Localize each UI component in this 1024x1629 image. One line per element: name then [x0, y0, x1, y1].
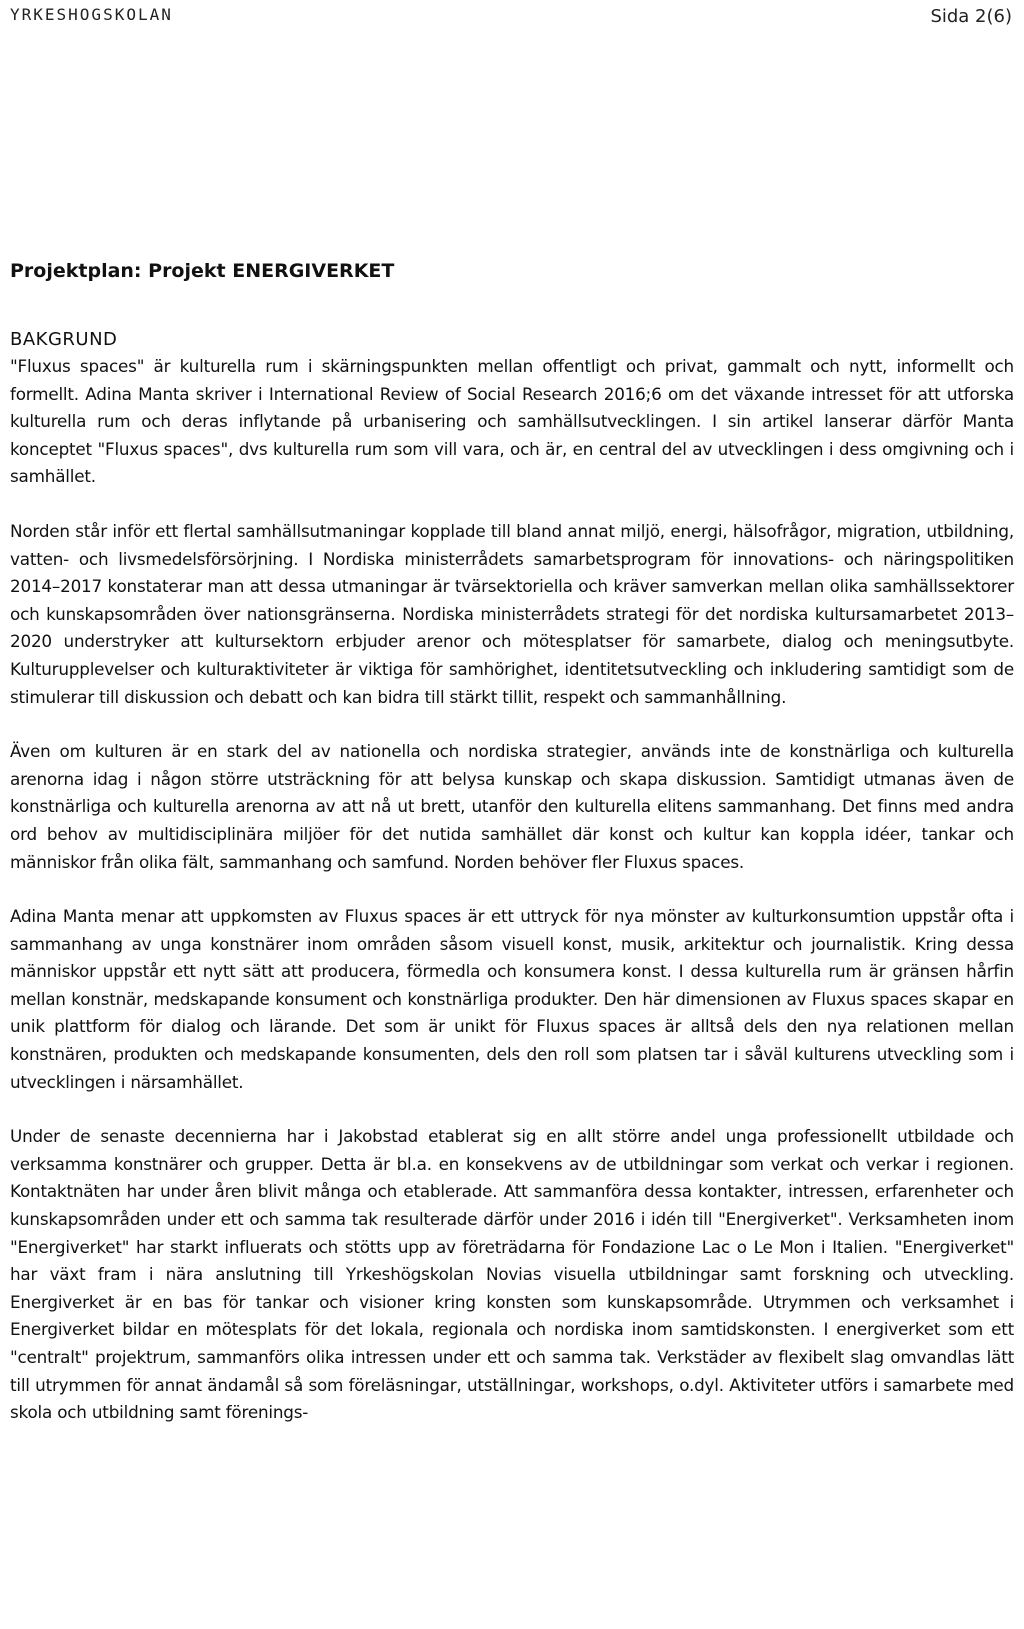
paragraph-culture-strategies: Även om kulturen är en stark del av nationella och nordiska strategier, används inte de konstnärliga och kulturella arenorna idag i någon större utsträckning för att belysa kunskap och skapa diskussion. Samtidigt utmanas även de konstnärliga och kulturella arenorna av att nå ut brett, utanför den kulturella elitens sammanhang. Det finns med andra ord behov av multidisciplinära miljöer för det nutida samhället där konst och kultur kan koppla idéer, tankar och människor från olika fält, sammanhang och samfund. Norden behöver fler Fluxus spaces.	[10, 741, 1014, 872]
document-body	[10, 258, 1014, 1427]
paragraph-fluxus-spaces: "Fluxus spaces" är kulturella rum i skärningspunkten mellan offentligt och privat, gammalt och nytt, informellt och formellt. Adina Manta skriver i International Review of Social Research 2016;6 om det växande intresset för att utforska kulturella rum och deras inflytande på urbanisering och samhällsutvecklingen. I sin artikel lanserar därför Manta konceptet "Fluxus spaces", dvs kulturella rum som vill vara, och är, en central del av utvecklingen i dess omgivning och i samhället.	[10, 356, 1014, 487]
page-number: Sida 2(6)	[930, 6, 1012, 27]
header-organization: YRKESHOGSKOLAN	[10, 5, 173, 24]
paragraph-jakobstad-energiverket: Under de senaste decennierna har i Jakobstad etablerat sig en allt större andel unga professionellt utbildade och verksamma konstnärer och grupper. Detta är bl.a. en konsekvens av de utbildningar som verkat och verkar i regionen. Kontaktnäten har under åren blivit många och etablerade. Att sammanföra dessa kontakter, intressen, erfarenheter och kunskapsområden under ett och samma tak resulterade därför under 2016 i idén till "Energiverket". Verksamheten inom "Energiverket" har starkt influerats och stötts upp av företrädarna för Fondazione Lac o Le Mon i Italien. "Energiverket" har växt fram i nära anslutning till Yrkeshögskolan Novias visuella utbildningar samt forskning och utveckling. Energiverket är en bas för tankar och visioner kring konsten som kunskapsområde. Utrymmen och verksamhet i Energiverket bildar en mötesplats för det lokala, regionala och nordiska inom samtidskonsten. I energiverket som ett "centralt" projektrum, sammanförs olika intressen under ett och samma tak. Verkstäder av flexibelt slag omvandlas lätt till utrymmen för annat ändamål så som föreläsningar, utställningar, workshops, o.dyl. Aktiviteter utförs i samarbete med skola och utbildning samt förenings-	[10, 1126, 1014, 1423]
section-heading-background: BAKGRUND	[10, 329, 118, 350]
paragraph-manta-consumption: Adina Manta menar att uppkomsten av Fluxus spaces är ett uttryck för nya mönster av kulturkonsumtion uppstår ofta i sammanhang av unga konstnärer inom områden såsom visuell konst, musik, arkitektur och journalistik. Kring dessa människor uppstår ett nytt sätt att producera, förmedla och konsumera konst. I dessa kulturella rum är gränsen hårfin mellan konstnär, medskapande konsument och konstnärliga produkter. Den här dimensionen av Fluxus spaces skapar en unik plattform för dialog och lärande. Det som är unikt för Fluxus spaces är alltså dels den nya relationen mellan konstnären, produkten och medskapande konsumenten, dels den roll som platsen tar i såväl kulturens utveckling som i utvecklingen i närsamhället.	[10, 906, 1014, 1092]
document-title: Projektplan: Projekt ENERGIVERKET	[10, 260, 395, 282]
paragraph-nordic-challenges: Norden står inför ett flertal samhällsutmaningar kopplade till bland annat miljö, energi, hälsofrågor, migration, utbildning, vatten- och livsmedelsförsörjning. I Nordiska ministerrådets samarbetsprogram för innovations- och näringspolitiken 2014–2017 konstaterar man att dessa utmaningar är tvärsektoriella och kräver samverkan mellan olika samhällssektorer och kunskapsområden över nationsgränserna. Nordiska ministerrådets strategi för det nordiska kultursamarbetet 2013–2020 understryker att kultursektorn erbjuder arenor och mötesplatser för samarbete, dialog och meningsutbyte. Kulturupplevelser och kulturaktiviteter är viktiga för samhörighet, identitetsutveckling och inkludering samtidigt som de stimulerar till diskussion och debatt och kan bidra till stärkt tillit, respekt och sammanhållning.	[10, 520, 1014, 707]
